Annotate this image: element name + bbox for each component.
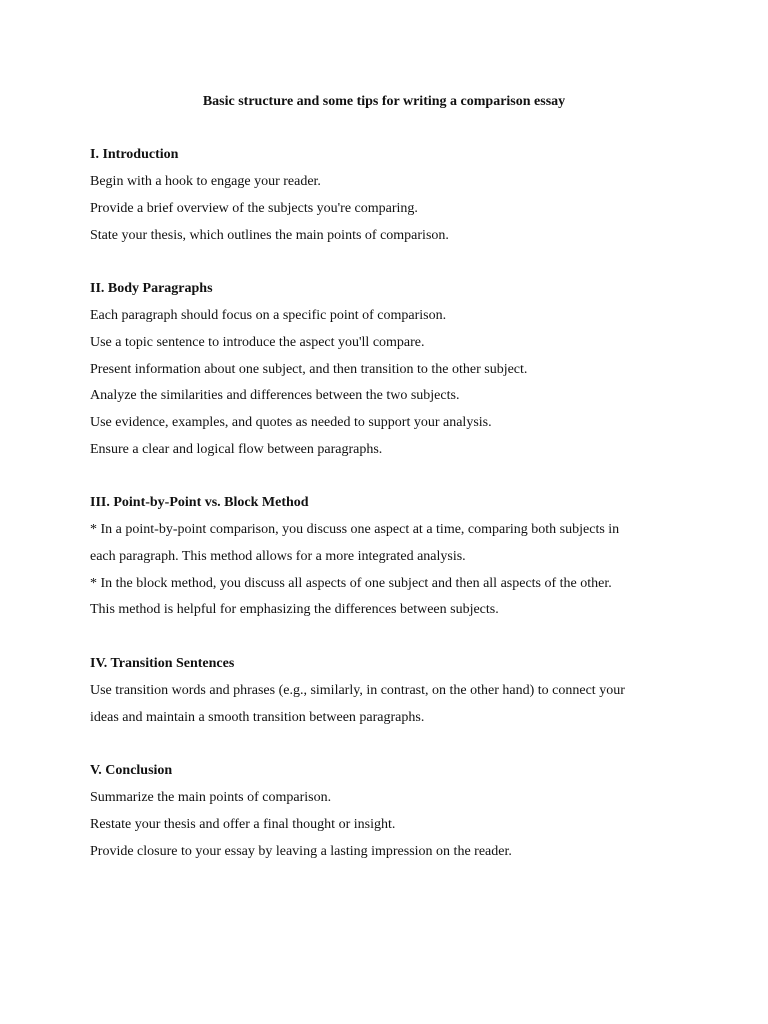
section-heading: II. Body Paragraphs xyxy=(90,281,213,296)
body-line: Restate your thesis and offer a final thought or insight. xyxy=(90,816,396,832)
body-line: Use a topic sentence to introduce the aspect you'll compare. xyxy=(90,334,425,350)
body-line: Each paragraph should focus on a specific point of comparison. xyxy=(90,308,447,323)
body-line: State your thesis, which outlines the main points of comparison. xyxy=(90,227,449,243)
body-line: Use transition words and phrases (e.g., similarly, in contrast, on the other hand) to connect your xyxy=(90,683,625,698)
body-line: Begin with a hook to engage your reader. xyxy=(90,174,321,189)
body-line: * In a point-by-point comparison, you discuss one aspect at a time, comparing both subjects in xyxy=(90,522,620,537)
body-line: Present information about one subject, and then transition to the other subject. xyxy=(90,361,528,377)
section-body-paragraphs xyxy=(90,280,690,468)
section-heading: IV. Transition Sentences xyxy=(90,656,235,671)
body-line: Provide closure to your essay by leaving a lasting impression on the reader. xyxy=(90,843,512,859)
body-line: Analyze the similarities and differences between the two subjects. xyxy=(90,388,460,404)
document-title: Basic structure and some tips for writing a comparison essay xyxy=(202,94,566,109)
section-point-by-point-vs-block xyxy=(90,494,690,628)
body-line: Use evidence, examples, and quotes as needed to support your analysis. xyxy=(90,415,492,431)
section-heading: V. Conclusion xyxy=(90,763,173,778)
body-line: Ensure a clear and logical flow between paragraphs. xyxy=(90,441,383,457)
body-line: This method is helpful for emphasizing the differences between subjects. xyxy=(90,602,499,618)
body-line: Summarize the main points of comparison. xyxy=(90,790,332,805)
section-heading: III. Point-by-Point vs. Block Method xyxy=(90,495,309,510)
body-line: ideas and maintain a smooth transition between paragraphs. xyxy=(90,709,425,725)
section-introduction xyxy=(90,146,690,253)
section-transition-sentences xyxy=(90,655,690,736)
section-heading: I. Introduction xyxy=(90,147,179,162)
section-conclusion xyxy=(90,762,690,869)
body-line: * In the block method, you discuss all aspects of one subject and then all aspects of the other. xyxy=(90,575,612,591)
body-line: each paragraph. This method allows for a more integrated analysis. xyxy=(90,548,466,564)
body-line: Provide a brief overview of the subjects you're comparing. xyxy=(90,200,418,216)
